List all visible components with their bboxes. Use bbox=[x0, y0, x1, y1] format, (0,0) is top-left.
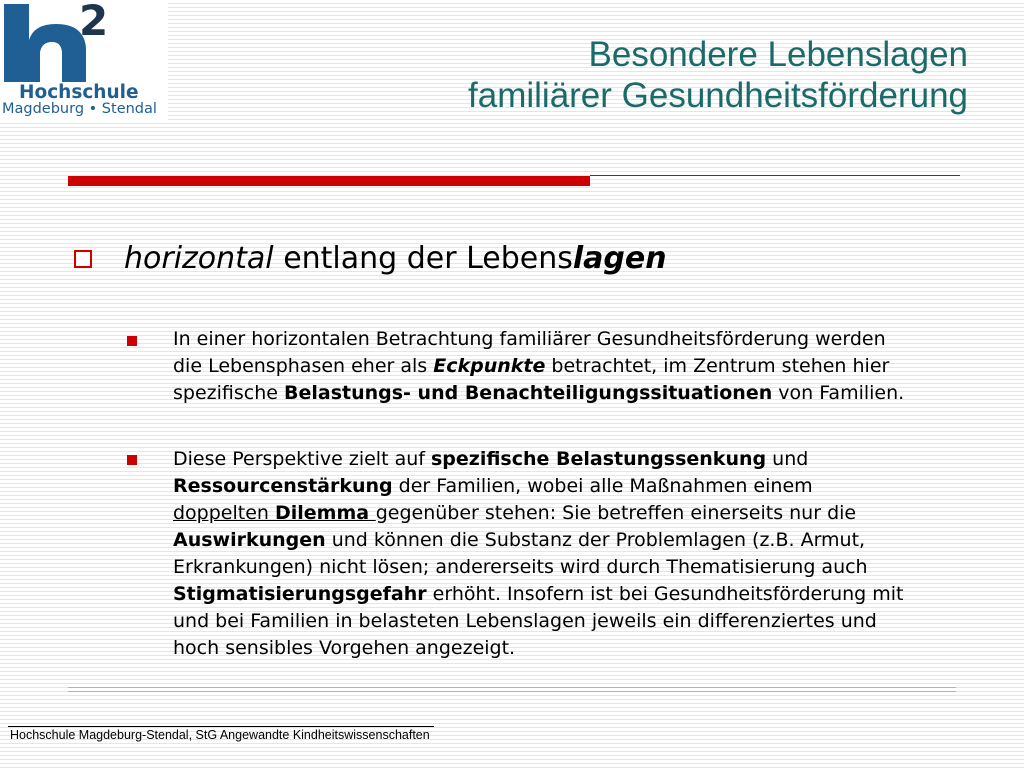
bullet2-underlined-text: doppelten bbox=[173, 502, 275, 524]
bullet1-text: betrachtet, im Zentrum stehen hier bbox=[545, 355, 890, 377]
title-line-2: familiärer Gesundheitsförderung bbox=[468, 76, 968, 115]
bullet2-text: und bbox=[766, 448, 809, 470]
heading-middle-text: entlang der Lebens bbox=[283, 241, 573, 276]
bullet2-text: erhöht. Insofern ist bei Gesundheitsförderung mit bbox=[426, 583, 904, 605]
university-logo bbox=[0, 0, 168, 122]
logo-superscript: 2 bbox=[79, 0, 109, 45]
bullet2-emphasis: Stigmatisierungsgefahr bbox=[173, 583, 427, 605]
section-heading bbox=[124, 240, 667, 278]
bullet2-line-8: hoch sensibles Vorgehen angezeigt. bbox=[173, 637, 516, 659]
logo-place: Magdeburg • Stendal bbox=[2, 101, 157, 117]
bullet1-emphasis-eckpunkte: Eckpunkte bbox=[433, 355, 546, 377]
bullet2-line-1 bbox=[173, 446, 973, 473]
bullet-paragraph-2 bbox=[173, 446, 973, 662]
title-divider-thin bbox=[590, 175, 960, 176]
title-line-1: Besondere Lebenslagen bbox=[588, 35, 968, 74]
bullet2-line-2 bbox=[173, 473, 973, 500]
bullet1-line-2 bbox=[173, 353, 973, 380]
footer-text: Hochschule Magdeburg-Stendal, StG Angewandte Kindheitswissenschaften bbox=[10, 728, 430, 742]
footer-rule bbox=[8, 726, 434, 727]
bullet1-text: spezifische bbox=[173, 382, 284, 404]
bullet2-text: der Familien, wobei alle Maßnahmen einem bbox=[392, 475, 813, 497]
bullet2-line-3 bbox=[173, 500, 973, 527]
bullet1-text: von Familien. bbox=[772, 382, 905, 404]
bullet2-line-4 bbox=[173, 527, 973, 554]
bullet2-emphasis: Ressourcenstärkung bbox=[173, 475, 393, 497]
heading-bold-italic-end: lagen bbox=[572, 241, 667, 276]
bullet2-text: gegenüber stehen: Sie betreffen einerseits nur die bbox=[375, 502, 857, 524]
logo-name: Hochschule bbox=[19, 82, 139, 103]
bullet-paragraph-1 bbox=[173, 326, 973, 407]
bullet2-line-7: und bei Familien in belasteten Lebenslagen jeweils ein differenziertes und bbox=[173, 610, 877, 632]
footer-divider-top bbox=[68, 687, 956, 688]
bullet1-line-3 bbox=[173, 380, 973, 407]
square-bullet-icon bbox=[127, 336, 137, 346]
bullet2-emphasis: spezifische Belastungssenkung bbox=[430, 448, 767, 470]
bullet2-emphasis: Auswirkungen bbox=[173, 529, 326, 551]
bullet2-line-6 bbox=[173, 581, 973, 608]
bullet2-text: und können die Substanz der Problemlagen (z.B. Armut, bbox=[325, 529, 866, 551]
bullet2-text: Diese Perspektive zielt auf bbox=[173, 448, 431, 470]
footer-divider-bottom bbox=[68, 691, 956, 692]
hollow-square-bullet-icon bbox=[74, 250, 92, 268]
bullet1-text: die Lebensphasen eher als bbox=[173, 355, 434, 377]
slide-title bbox=[468, 34, 968, 116]
bullet1-emphasis-belastungs: Belastungs- und Benachteiligungssituationen bbox=[284, 382, 773, 404]
heading-italic-word: horizontal bbox=[124, 241, 274, 276]
title-divider-thick bbox=[68, 176, 590, 186]
bullet1-line-1: In einer horizontalen Betrachtung familiärer Gesundheitsförderung werden bbox=[173, 328, 886, 350]
bullet2-line-5: Erkrankungen) nicht lösen; andererseits wird durch Thematisierung auch bbox=[173, 556, 868, 578]
bullet2-emphasis-dilemma: Dilemma bbox=[275, 502, 376, 524]
square-bullet-icon bbox=[127, 455, 137, 465]
